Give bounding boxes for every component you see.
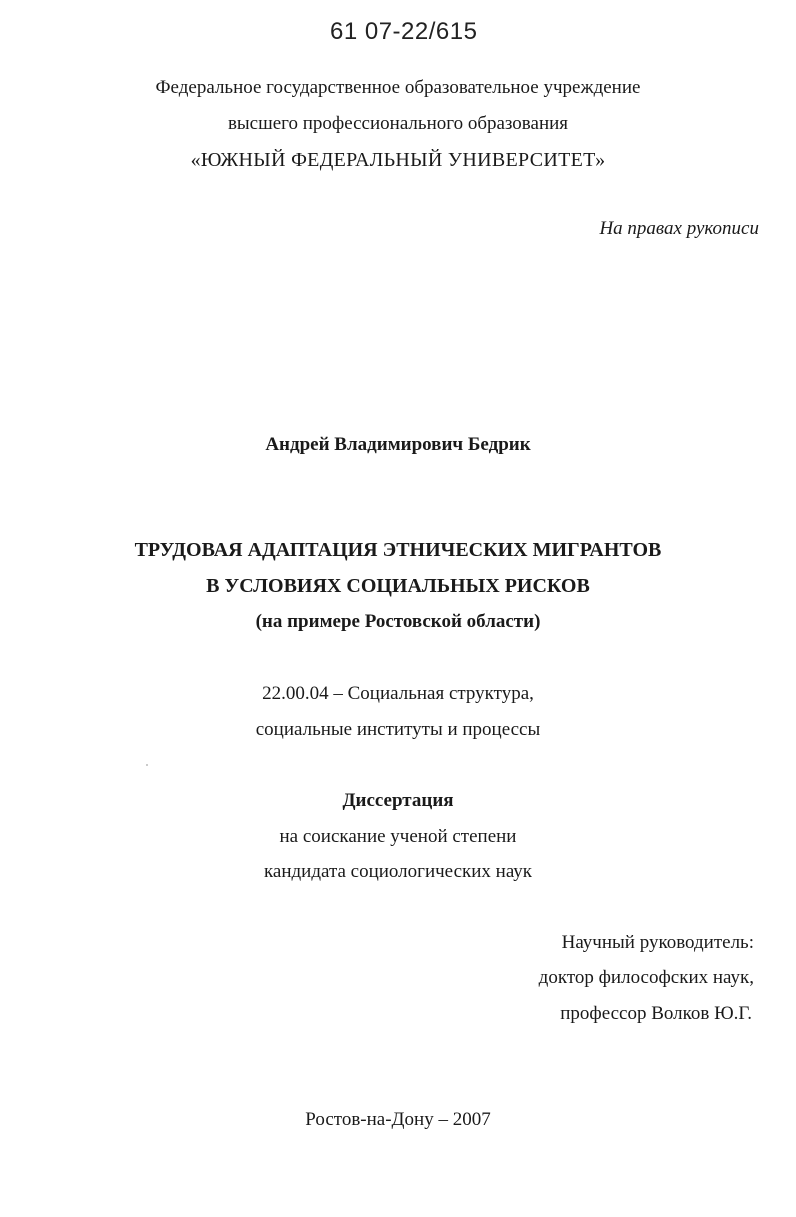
scan-speck — [146, 764, 148, 766]
dissertation-line-2: кандидата социологических наук — [263, 861, 533, 882]
university-name: «ЮЖНЫЙ ФЕДЕРАЛЬНЫЙ УНИВЕРСИТЕТ» — [190, 149, 606, 171]
author-name: Андрей Владимирович Бедрик — [265, 434, 531, 455]
city-year: Ростов-на-Дону – 2007 — [305, 1109, 491, 1130]
thesis-title-line-1: ТРУДОВАЯ АДАПТАЦИЯ ЭТНИЧЕСКИХ МИГРАНТОВ — [134, 539, 662, 561]
supervisor-label: Научный руководитель: — [561, 932, 754, 953]
specialty-line-2: социальные институты и процессы — [255, 719, 541, 740]
dissertation-heading: Диссертация — [342, 790, 454, 811]
thesis-title-line-2: В УСЛОВИЯХ СОЦИАЛЬНЫХ РИСКОВ — [206, 575, 590, 597]
supervisor-degree: доктор философских наук, — [538, 967, 754, 988]
dissertation-line-1: на соискание ученой степени — [279, 826, 517, 847]
supervisor-name: профессор Волков Ю.Г. — [560, 1003, 752, 1024]
institution-line-1: Федеральное государственное образовательное учреждение — [155, 77, 641, 98]
archive-stamp: 61 07-22/615 — [330, 18, 478, 45]
thesis-subtitle: (на примере Ростовской области) — [255, 611, 541, 632]
manuscript-rights: На правах рукописи — [599, 218, 759, 239]
specialty-line-1: 22.00.04 – Социальная структура, — [262, 683, 534, 704]
institution-line-2: высшего профессионального образования — [227, 113, 569, 134]
